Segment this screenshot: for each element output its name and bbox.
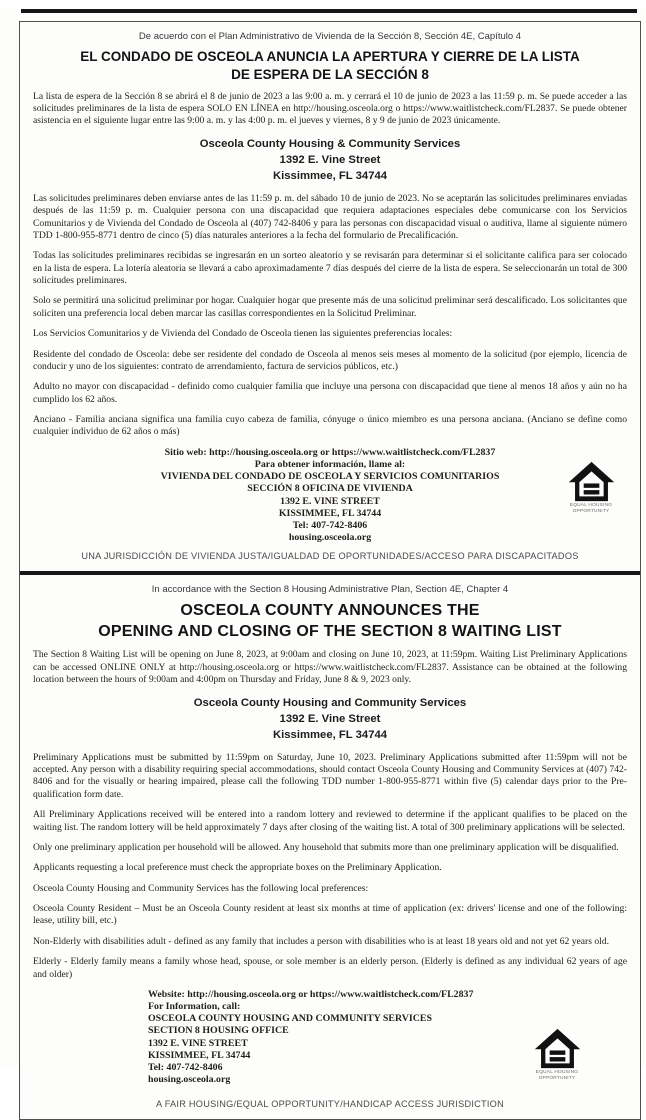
notice-title-es (33, 48, 627, 84)
equal-housing-logo (563, 460, 619, 515)
notice-paragraph: Anciano - Familia anciana significa una familia cuyo cabeza de familia, cónyuge o único miembro es una persona anciana. (Anciano se define como cualquier individuo de 62 años o más) (33, 414, 627, 438)
notice-spanish (20, 22, 640, 571)
equal-housing-caption-line1: EQUAL HOUSING (569, 502, 613, 508)
intro-paragraph-en: The Section 8 Waiting List will be opening on June 8, 2023, at 9:00am and closing on June 10, 2023, at 11:59pm. Waiting List Preliminary Applications can be accessed ONLINE ONLY at http://housing.osceola.org or https://www.waitlistcheck.com/FL2837. Assistance can be obtained at the following location between the hours of 9:00am and 4:00pm on Thursday and Friday, June 8 & 9, 2023 only. (33, 649, 627, 686)
notice-paragraph: Todas las solicitudes preliminares recibidas se ingresarán en un sorteo aleatorio y se revisarán para determinar si el solicitante califica para ser colocado en la lista de espera. La lotería aleatoria se llevará a cabo aproximadamente 7 días después del cierre de la lista de espera. Se seleccionarán un total de 300 solicitudes preliminares. (33, 250, 627, 287)
address-line: Osceola County Housing & Community Services (199, 137, 461, 150)
contact-info-label: Para obtener información, llame al: (254, 459, 406, 471)
notice-container (19, 21, 641, 1120)
top-rule (21, 9, 637, 13)
intro-paragraph-es: La lista de espera de la Sección 8 se abrirá el 8 de junio de 2023 a las 9:00 a. m. y cerrará el 10 de junio de 2023 a las 11:59 p. m. Se puede acceder a las solicitudes preliminares de la lista de espera SOLO EN LÍNEA en http://housing.osceola.org o https://www.waitlistcheck.com/FL2837. Se puede obtener asistencia en el siguiente lugar entre las 9:00 a. m. y las 4:00 p. m. el jueves y viernes, 8 y 9 de junio de 2023 únicamente. (33, 90, 627, 127)
notice-paragraph: Los Servicios Comunitarios y de Vivienda del Condado de Osceola tienen las siguientes preferencias locales: (33, 328, 453, 340)
contact-row-en (33, 989, 627, 1089)
notice-paragraph: All Preliminary Applications received will be entered into a random lottery and reviewed to determine if the applicant qualifies to be placed on the waiting list. The random lottery will be held approximately 7 days after closing of the waiting list. A total of 300 preliminary applications will be selected. (33, 809, 627, 833)
contact-phone: Tel: 407-742-8406 (292, 519, 368, 531)
contact-block-es (33, 447, 627, 544)
notice-paragraph: Osceola County Housing and Community Services has the following local preferences: (33, 882, 369, 894)
address-block-en (33, 695, 627, 743)
address-line: Osceola County Housing and Community Services (193, 696, 467, 709)
contact-street: 1392 E. VINE STREET (148, 1037, 248, 1049)
notice-paragraph: Non-Elderly with disabilities adult - defined as any family that includes a person with disabilities who is at least 18 years old and not yet 62 years old. (33, 935, 610, 947)
contact-city: KISSIMMEE, FL 34744 (148, 1049, 251, 1061)
address-line: 1392 E. Vine Street (279, 712, 381, 725)
contact-city: KISSIMMEE, FL 34744 (278, 507, 382, 519)
notice-paragraph: Applicants requesting a local preference must check the appropriate boxes on the Preliminary Application. (33, 862, 442, 874)
address-line: Kissimmee, FL 34744 (272, 169, 388, 182)
contact-website: Website: http://housing.osceola.org or https://www.waitlistcheck.com/FL2837 (148, 988, 474, 1000)
contact-office: SECTION 8 HOUSING OFFICE (148, 1025, 289, 1037)
notice-title-en-line2: OPENING AND CLOSING OF THE SECTION 8 WAITING LIST (98, 622, 562, 640)
notice-title-en-line1: OSCEOLA COUNTY ANNOUNCES THE (180, 601, 480, 619)
address-block-es (33, 136, 627, 184)
notice-paragraph: Only one preliminary application per household will be allowed. Any household that submits more than one preliminary application will be disqualified. (33, 841, 619, 853)
plan-caption-es: De acuerdo con el Plan Administrativo de Vivienda de la Sección 8, Sección 4E, Capítulo 4 (138, 31, 522, 42)
contact-info-label: For Information, call: (148, 1001, 241, 1013)
contact-url: housing.osceola.org (148, 1074, 231, 1086)
notice-paragraph: Las solicitudes preliminares deben enviarse antes de las 11:59 p. m. del sábado 10 de junio de 2023. No se aceptarán las solicitudes preliminares enviadas después de las 11:59 p. m. Cualquier persona con una discapacidad que requiera adaptaciones especiales debe comunicarse con los Servicios Comunitarios y de Vivienda del Condado de Osceola al (407) 742-8406 y para las personas con discapacidad visual o auditiva, llame al siguiente número TDD 1-800-955-8771 dentro de cinco (5) días naturales anteriores a la fecha del formulario de Precalificación. (33, 192, 627, 241)
contact-office: SECCIÓN 8 OFICINA DE VIVIENDA (247, 483, 413, 495)
notice-paragraph: Solo se permitirá una solicitud preliminar por hogar. Cualquier hogar que presente más de una solicitud preliminar será descalificado. Los solicitantes que soliciten una preferencia local deben marcar las casillas correspondientes en la Solicitud Preliminar. (33, 295, 627, 319)
notice-paragraph: Preliminary Applications must be submitted by 11:59pm on Saturday, June 10, 2023. Preliminary Applications submitted after 11:59pm will not be accepted. Any person with a disability requiring special accommodations, should contact Osceola County Housing and Community Services at (407) 742-8406 and for the visually or hearing impaired, please call the following TDD number 1-800-955-8771 within five (5) calendar days prior to the Pre-qualification form date. (33, 751, 627, 800)
address-line: Kissimmee, FL 34744 (272, 728, 388, 741)
notice-title-es-line1: EL CONDADO DE OSCEOLA ANUNCIA LA APERTURA Y CIERRE DE LA LISTA (80, 49, 580, 64)
notice-title-en (33, 601, 627, 643)
notice-paragraph: Residente del condado de Osceola: debe ser residente del condado de Osceola al menos seis meses al momento de la solicitud (por ejemplo, licencia de conducir y uno de los siguientes: contrato de arrendamiento, factura de servicios públicos, etc.) (33, 348, 627, 372)
contact-phone: Tel: 407-742-8406 (148, 1061, 223, 1073)
contact-street: 1392 E. VINE STREET (280, 495, 380, 507)
notice-paragraph: Adulto no mayor con discapacidad - definido como cualquier familia que incluye una persona con discapacidad que tiene al menos 18 años y aún no ha cumplido los 62 años. (33, 381, 627, 405)
notice-paragraph: Osceola County Resident – Must be an Osceola County resident at least six months at time of application (ex: drivers' license and one of the following: lease, utility bill, etc.) (33, 903, 627, 927)
equal-housing-caption-line2: OPPORTUNITY (538, 1075, 576, 1081)
contact-website: Sitio web: http://housing.osceola.org or https://www.waitlistcheck.com/FL2837 (164, 446, 496, 458)
contact-url: housing.osceola.org (288, 532, 372, 544)
equal-housing-logo (529, 1027, 585, 1082)
fair-housing-footer-en: A FAIR HOUSING/EQUAL OPPORTUNITY/HANDICAP ACCESS JURISDICTION (156, 1098, 504, 1109)
equal-housing-house-icon (568, 460, 615, 503)
notice-title-es-line2: DE ESPERA DE LA SECCIÓN 8 (231, 66, 429, 82)
contact-agency: VIVIENDA DEL CONDADO DE OSCEOLA Y SERVICIOS COMUNITARIOS (160, 471, 500, 483)
equal-housing-caption-line2: OPPORTUNITY (572, 508, 610, 514)
fair-housing-footer-es: UNA JURISDICCIÓN DE VIVIENDA JUSTA/IGUALDAD DE OPORTUNIDADES/ACCESO PARA DISCAPACITADOS (81, 550, 579, 561)
plan-caption-en: In accordance with the Section 8 Housing Administrative Plan, Section 4E, Chapter 4 (151, 583, 509, 595)
address-line: 1392 E. Vine Street (279, 153, 381, 166)
contact-agency: OSCEOLA COUNTY HOUSING AND COMMUNITY SERVICES (148, 1013, 432, 1025)
notice-page (0, 9, 646, 1109)
equal-housing-caption-line1: EQUAL HOUSING (535, 1069, 579, 1075)
notice-english (20, 575, 640, 1119)
contact-row-es (33, 447, 627, 547)
equal-housing-house-icon (534, 1027, 581, 1070)
notice-paragraph: Elderly - Elderly family means a family whose head, spouse, or sole member is an elderly person. (Elderly is defined as any individual 62 years of age and older) (33, 956, 627, 980)
